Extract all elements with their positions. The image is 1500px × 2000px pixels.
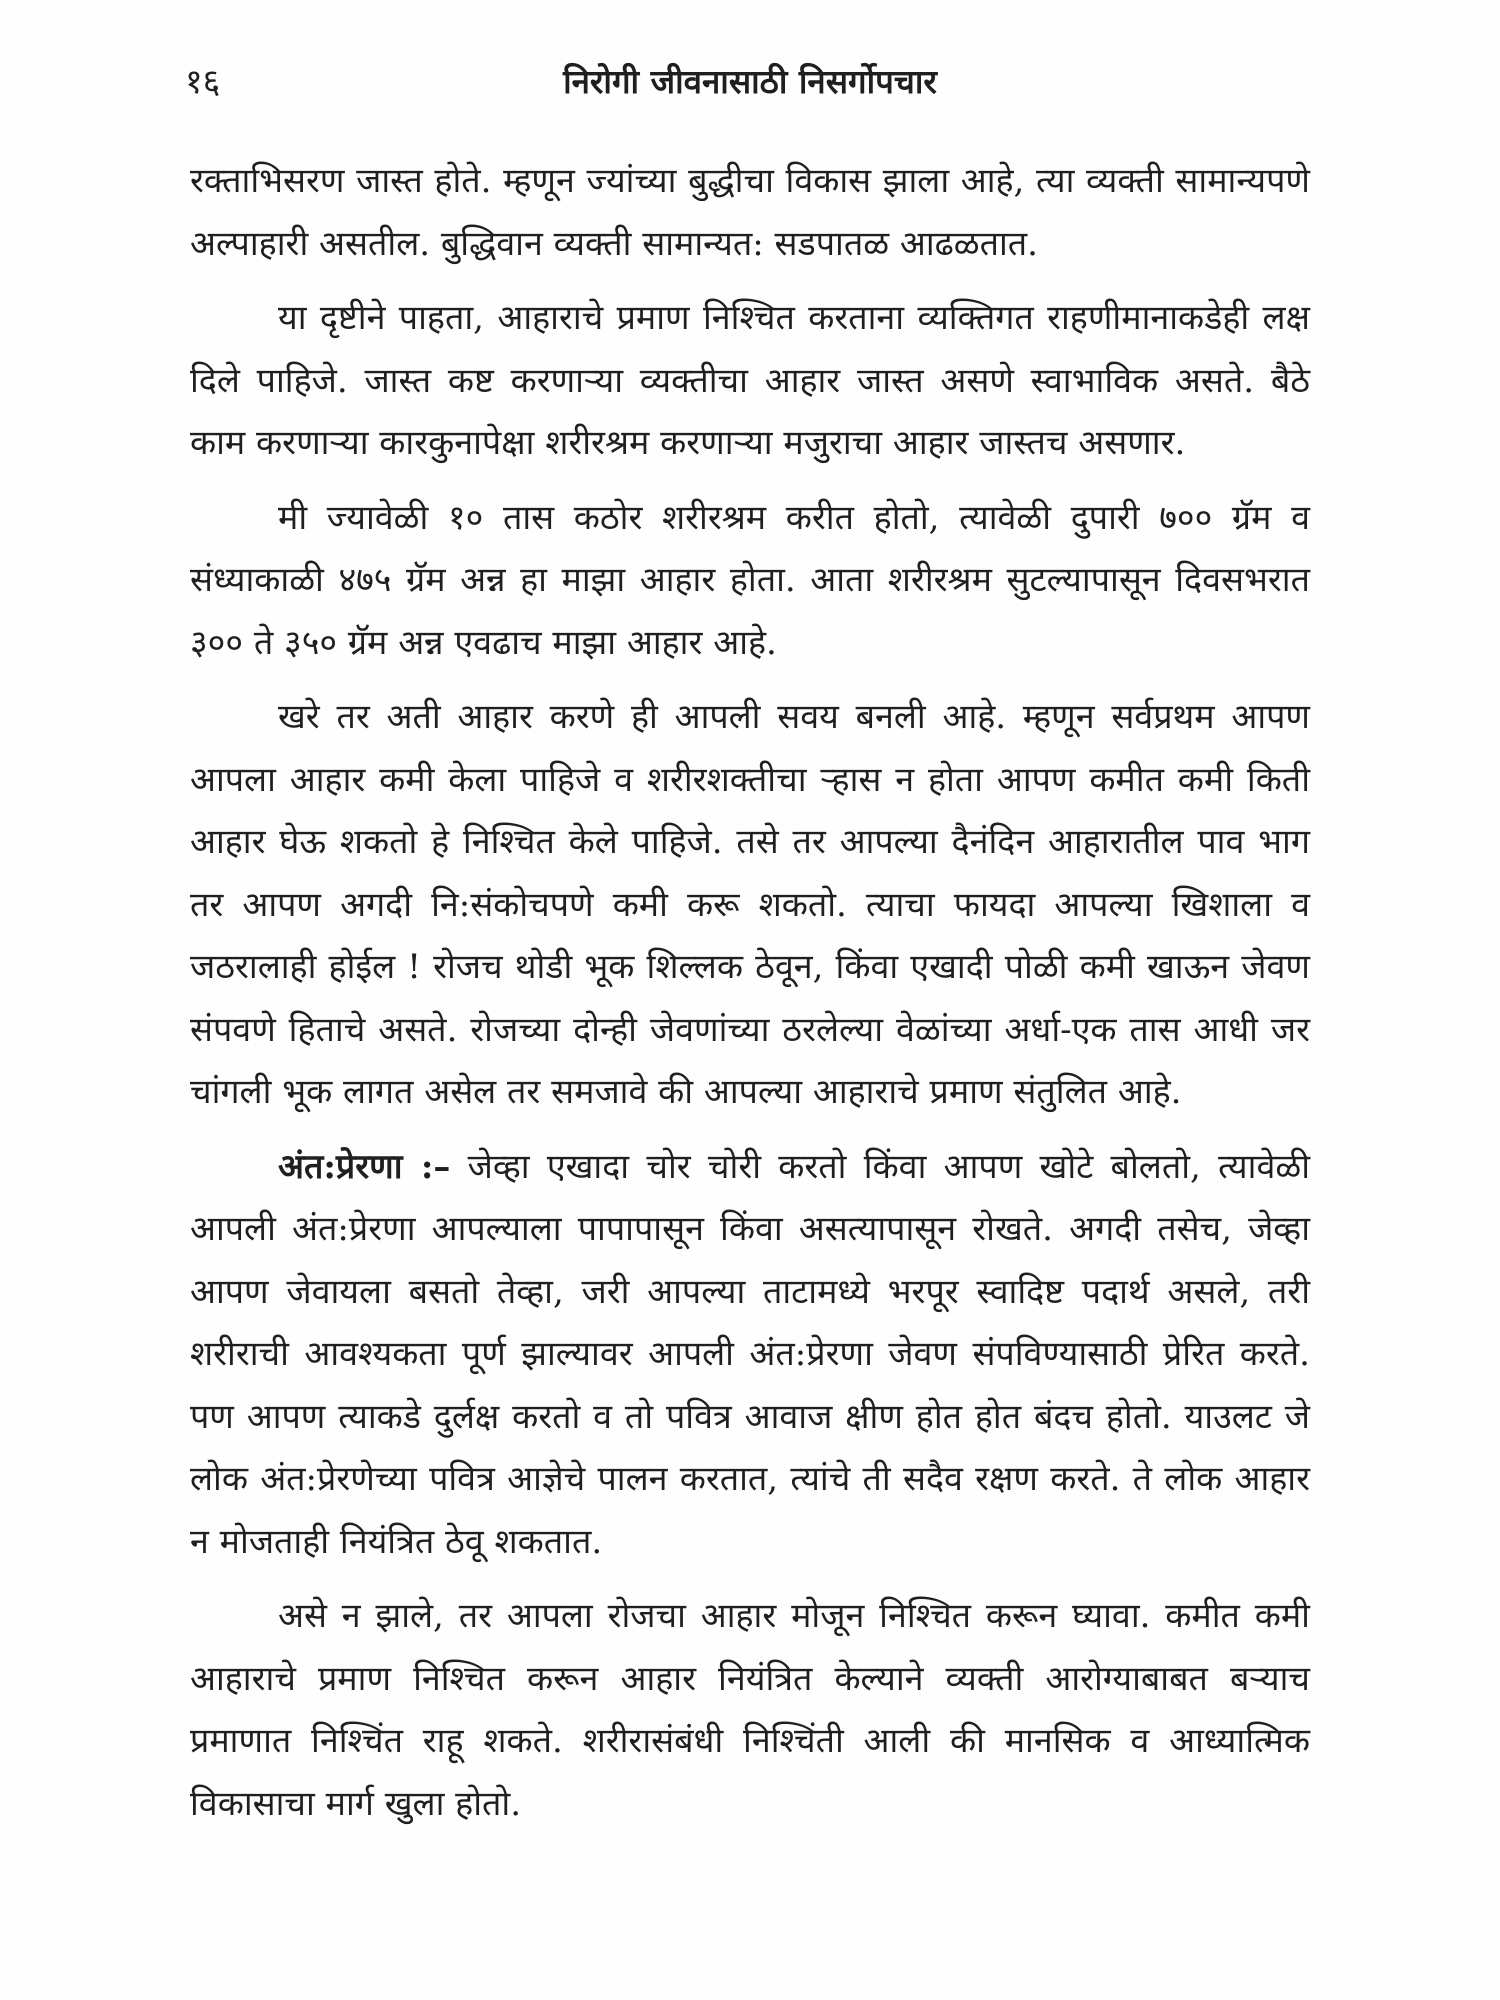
paragraph-5 — [190, 1136, 1310, 1574]
paragraph-3: मी ज्यावेळी १० तास कठोर शरीरश्रम करीत होतो, त्यावेळी दुपारी ७०० ग्रॅम व संध्याकाळी ४७५ ग्रॅम अन्न हा माझा आहार होता. आता शरीरश्रम सुटल्यापासून दिवसभरात ३०० ते ३५० ग्रॅम अन्न एवढाच माझा आहार आहे. — [190, 497, 1310, 663]
body-text — [190, 150, 1310, 1847]
paragraph-2: या दृष्टीने पाहता, आहाराचे प्रमाण निश्चित करताना व्यक्तिगत राहणीमानाकडेही लक्ष दिले पाहिजे. जास्त कष्ट करणाऱ्या व्यक्तीचा आहार जास्त असणे स्वाभाविक असते. बैठे काम करणाऱ्या कारकुनापेक्षा शरीरश्रम करणाऱ्या मजुराचा आहार जास्तच असणार. — [190, 298, 1310, 463]
page-header — [185, 52, 1315, 112]
page-number: १६ — [185, 62, 221, 102]
paragraph-5-text: जेव्हा एखादा चोर चोरी करतो किंवा आपण खोटे बोलतो, त्यावेळी आपली अंत:प्रेरणा आपल्याला पापापासून किंवा असत्यापासून रोखते. अगदी तसेच, जेव्हा आपण जेवायला बसतो तेव्हा, जरी आपल्या ताटामध्ये भरपूर स्वादिष्ट पदार्थ असले, तरी शरीराची आवश्यकता पूर्ण झाल्यावर आपली अंत:प्रेरणा जेवण संपविण्यासाठी प्रेरित करते. पण आपण त्याकडे दुर्लक्ष करतो व तो पवित्र आवाज क्षीण होत होत बंदच होतो. याउलट जे लोक अंत:प्रेरणेच्या पवित्र आज्ञेचे पालन करतात, त्यांचे ती सदैव रक्षण करते. ते लोक आहार न मोजताही नियंत्रित ठेवू शकतात. — [190, 1146, 1311, 1562]
paragraph-1: रक्ताभिसरण जास्त होते. म्हणून ज्यांच्या बुद्धीचा विकास झाला आहे, त्या व्यक्ती सामान्यपणे अल्पाहारी असतील. बुद्धिवान व्यक्ती सामान्यत: सडपातळ आढळतात. — [190, 161, 1310, 264]
paragraph-6: असे न झाले, तर आपला रोजचा आहार मोजून निश्चित करून घ्यावा. कमीत कमी आहाराचे प्रमाण निश्चित करून आहार नियंत्रित केल्याने व्यक्ती आरोग्याबाबत बऱ्याच प्रमाणात निश्चिंत राहू शकते. शरीरासंबंधी निश्चिंती आली की मानसिक व आध्यात्मिक विकासाचा मार्ग खुला होतो. — [190, 1596, 1310, 1824]
paragraph-4: खरे तर अती आहार करणे ही आपली सवय बनली आहे. म्हणून सर्वप्रथम आपण आपला आहार कमी केला पाहिजे व शरीरशक्तीचा ऱ्हास न होता आपण कमीत कमी किती आहार घेऊ शकतो हे निश्चित केले पाहिजे. तसे तर आपल्या दैनंदिन आहारातील पाव भाग तर आपण अगदी नि:संकोचपणे कमी करू शकतो. त्याचा फायदा आपल्या खिशाला व जठरालाही होईल ! रोजच थोडी भूक शिल्लक ठेवून, किंवा एखादी पोळी कमी खाऊन जेवण संपवणे हिताचे असते. रोजच्या दोन्ही जेवणांच्या ठरलेल्या वेळांच्या अर्धा-एक तास आधी जर चांगली भूक लागत असेल तर समजावे की आपल्या आहाराचे प्रमाण संतुलित आहे. — [190, 697, 1310, 1112]
running-title: निरोगी जीवनासाठी निसर्गोपचार — [563, 62, 937, 101]
section-heading-antahprerana: अंत:प्रेरणा :– — [278, 1146, 451, 1187]
